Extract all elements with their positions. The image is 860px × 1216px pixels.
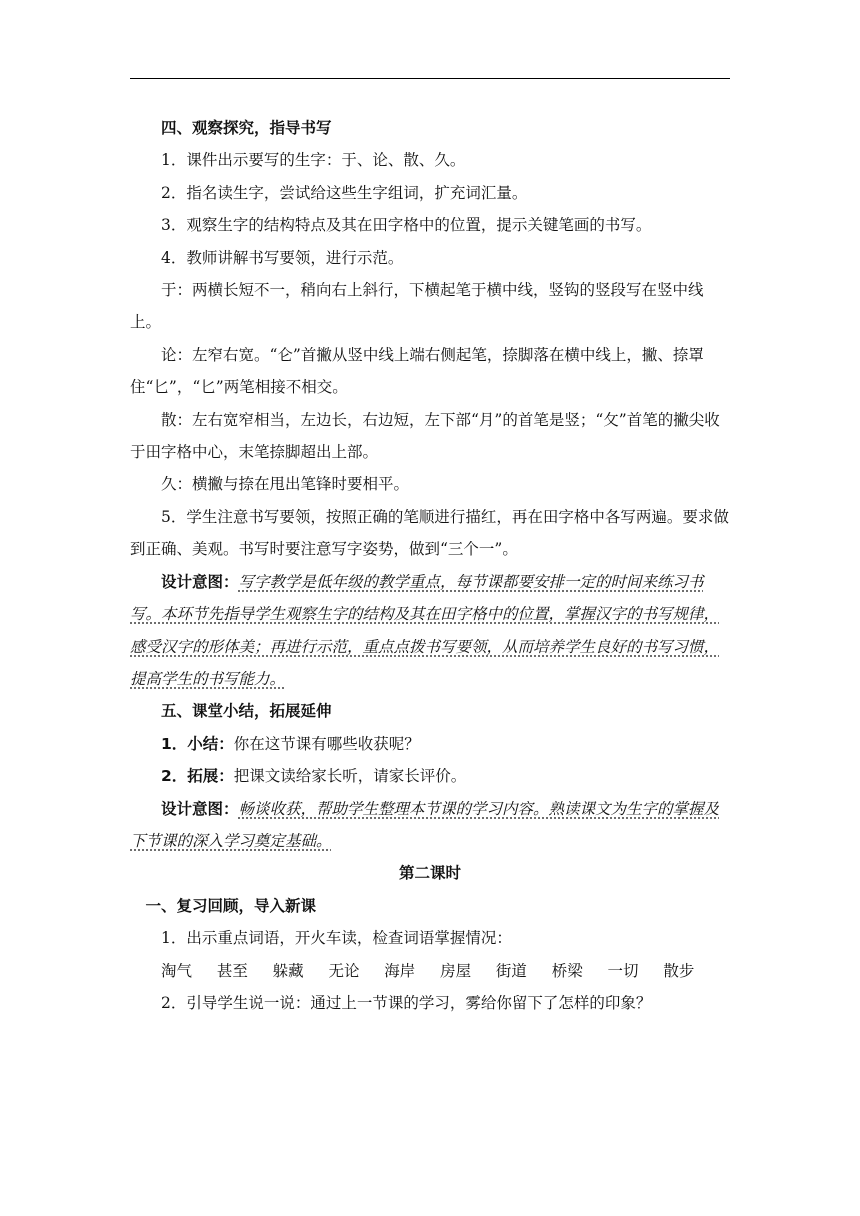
design-intent-label: 设计意图：	[161, 572, 239, 591]
list-item: 2．指名读生字，尝试给这些生字组词，扩充词汇量。	[161, 183, 528, 202]
word: 海岸	[384, 961, 416, 980]
word: 散步	[663, 961, 695, 980]
list-item: 2．引导学生说一说：通过上一节课的学习，雾给你留下了怎样的印象？	[161, 993, 652, 1012]
section-heading: 五、课堂小结，拓展延伸	[161, 702, 332, 721]
section-heading: 一、复习回顾，导入新课	[145, 896, 317, 915]
lesson-title: 第二课时	[398, 864, 461, 883]
header-rule	[130, 78, 730, 79]
design-intent-label: 设计意图：	[161, 799, 239, 818]
item-label: 2．拓展：	[161, 767, 234, 786]
char-note: 于：两横长短不一，稍向右上斜行，下横起笔于横中线，竖钩的竖段写在竖中线上。	[130, 281, 704, 332]
design-intent-text: 写字教学是低年级的教学重点，每节课都要安排一定的时间来练习书写。本环节先指导学生观察生字的结构及其在田字格中的位置，掌握汉字的书写规律，感受汉字的形体美；再进行示范，重点点拨书写要领，从而培养学生良好的书写习惯，提高学生的书写能力。	[130, 572, 720, 688]
design-intent-text: 畅谈收获，帮助学生整理本节课的学习内容。熟读课文为生字的掌握及下节课的深入学习奠定基础。	[130, 799, 720, 850]
design-intent	[130, 566, 730, 696]
char-note: 久：横撇与捺在甩出笔锋时要相平。	[161, 475, 410, 494]
char-note: 论：左窄右宽。“仑”首撇从竖中线上端右侧起笔，捺脚落在横中线上，撇、捺罩住“匕”，“匕”两笔相接不相交。	[130, 345, 704, 397]
char-note: 散：左右宽窄相当，左边长，右边短，左下部“月”的首笔是竖；“攵”首笔的撇尖收于田字格中心，末笔捺脚超出上部。	[130, 410, 720, 462]
word: 桥梁	[551, 961, 583, 980]
list-item: 4．教师讲解书写要领，进行示范。	[161, 248, 404, 267]
list-item: 1．出示重点词语，开火车读，检查词语掌握情况：	[161, 929, 512, 948]
item-text: 你在这节课有哪些收获呢？	[233, 734, 420, 753]
list-item: 1．课件出示要写的生字：于、论、散、久。	[161, 151, 466, 170]
word: 淘气	[161, 961, 193, 980]
word: 房屋	[440, 961, 472, 980]
document-body	[130, 112, 730, 1019]
list-item: 3．观察生字的结构特点及其在田字格中的位置，提示关键笔画的书写。	[161, 216, 652, 235]
design-intent	[130, 793, 730, 858]
list-item	[130, 728, 730, 760]
word: 一切	[607, 961, 639, 980]
section-heading: 四、观察探究，指导书写	[161, 119, 332, 137]
word: 无论	[328, 961, 360, 980]
word: 甚至	[216, 961, 248, 980]
list-item	[130, 760, 730, 792]
list-item: 5．学生注意书写要领，按照正确的笔顺进行描红，再在田字格中各写两遍。要求做到正确、美观。书写时要注意写字姿势，做到“三个一”。	[130, 507, 729, 559]
word: 躲藏	[272, 961, 304, 980]
item-text: 把课文读给家长听，请家长评价。	[233, 767, 467, 786]
item-label: 1．小结：	[161, 734, 234, 753]
word: 街道	[495, 961, 527, 980]
word-list	[130, 955, 730, 987]
